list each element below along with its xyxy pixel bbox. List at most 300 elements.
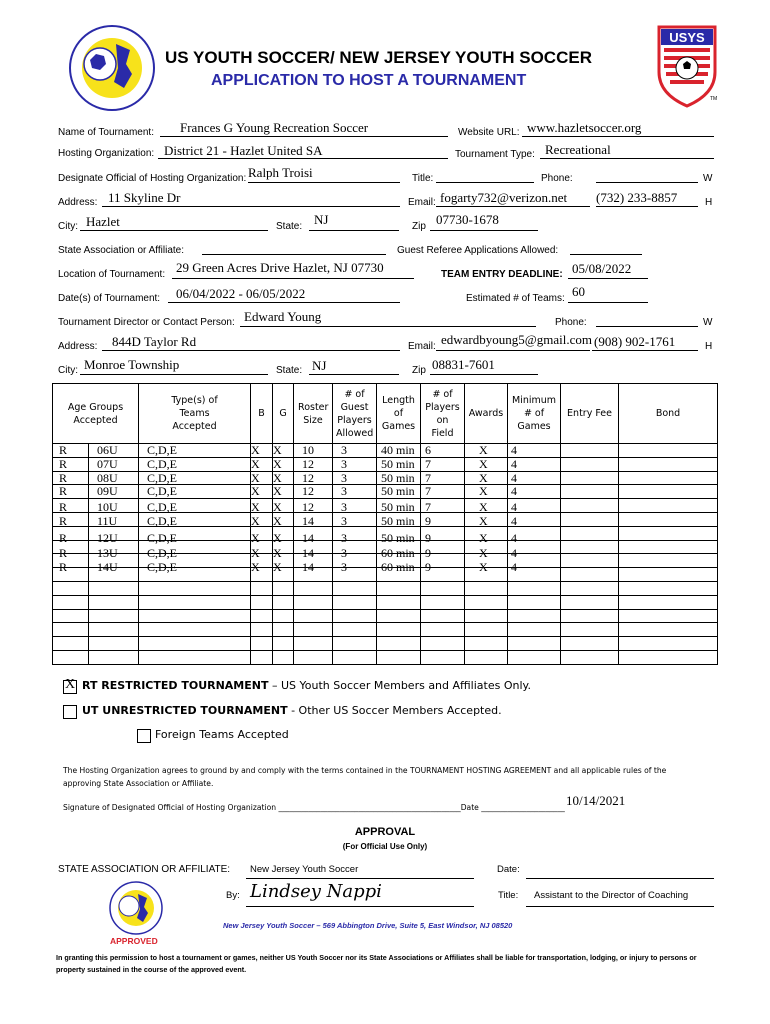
cell-min[interactable] xyxy=(508,595,561,609)
cell-r[interactable] xyxy=(53,595,89,609)
cell-bond[interactable] xyxy=(619,581,718,595)
cell-awards[interactable] xyxy=(465,609,508,623)
cell-text: X xyxy=(273,500,282,515)
cell-guest[interactable] xyxy=(333,595,377,609)
cell-types[interactable] xyxy=(139,595,251,609)
cell-types[interactable] xyxy=(139,526,251,545)
cell-bond[interactable] xyxy=(619,637,718,651)
cell-guest[interactable] xyxy=(333,581,377,595)
cell-fee[interactable] xyxy=(561,595,619,609)
cell-text: X xyxy=(273,484,282,499)
cell-text: 60 min xyxy=(381,545,415,560)
cell-b[interactable] xyxy=(251,512,273,526)
cell-awards[interactable] xyxy=(465,512,508,526)
field-director-email[interactable]: edwardbyoung5@gmail.com xyxy=(441,332,592,347)
signature-date[interactable]: 10/14/2021 xyxy=(566,793,626,808)
cell-text: 14U xyxy=(97,560,118,575)
cell-length[interactable] xyxy=(377,512,421,526)
cell-types[interactable] xyxy=(139,637,251,651)
cell-text: 4 xyxy=(511,513,518,528)
ut-title: UT UNRESTRICTED TOURNAMENT xyxy=(82,704,288,717)
cell-r[interactable] xyxy=(53,471,89,485)
cell-bond[interactable] xyxy=(619,554,718,568)
label-tournament-type: Tournament Type: xyxy=(455,149,535,160)
cell-fee[interactable] xyxy=(561,554,619,568)
cell-players[interactable] xyxy=(421,499,465,513)
cell-text: X xyxy=(479,560,488,575)
cell-bond[interactable] xyxy=(619,540,718,554)
cell-min[interactable] xyxy=(508,444,561,458)
cell-text: 50 min xyxy=(381,500,415,515)
cell-length[interactable] xyxy=(377,650,421,664)
cell-fee[interactable] xyxy=(561,609,619,623)
trademark: TM xyxy=(710,96,718,102)
field-official-city[interactable]: Hazlet xyxy=(86,214,120,229)
cell-bond[interactable] xyxy=(619,623,718,637)
cell-g[interactable] xyxy=(273,595,294,609)
cell-text: C,D,E xyxy=(147,500,178,515)
cell-roster[interactable] xyxy=(294,485,333,499)
cell-text: X xyxy=(273,443,282,457)
cell-players[interactable] xyxy=(421,444,465,458)
cell-age[interactable] xyxy=(89,471,139,485)
cell-r[interactable] xyxy=(53,499,89,513)
cell-text: 4 xyxy=(511,443,518,457)
cell-players[interactable] xyxy=(421,526,465,545)
field-official[interactable]: Ralph Troisi xyxy=(248,165,313,180)
cell-roster[interactable] xyxy=(294,499,333,513)
cell-b[interactable] xyxy=(251,499,273,513)
cell-g[interactable] xyxy=(273,526,294,545)
cell-r[interactable] xyxy=(53,581,89,595)
usys-logo xyxy=(656,24,718,108)
cell-age[interactable] xyxy=(89,526,139,545)
cell-text: X xyxy=(479,513,488,528)
cell-bond[interactable] xyxy=(619,609,718,623)
field-deadline[interactable]: 05/08/2022 xyxy=(572,261,632,276)
cell-text: R xyxy=(59,456,68,471)
cell-roster[interactable] xyxy=(294,637,333,651)
cell-age[interactable] xyxy=(89,499,139,513)
cell-players[interactable] xyxy=(421,595,465,609)
field-director-state[interactable]: NJ xyxy=(312,358,327,373)
cell-text: 50 min xyxy=(381,484,415,499)
field-official-state[interactable]: NJ xyxy=(314,212,329,227)
header-b: B xyxy=(251,384,273,444)
cell-r[interactable] xyxy=(53,526,89,545)
cell-length[interactable] xyxy=(377,595,421,609)
label-team-entry-deadline: TEAM ENTRY DEADLINE: xyxy=(441,269,563,280)
cell-bond[interactable] xyxy=(619,471,718,485)
cell-text: 4 xyxy=(511,456,518,471)
table-row xyxy=(53,499,718,513)
cell-min[interactable] xyxy=(508,471,561,485)
cell-r[interactable] xyxy=(53,512,89,526)
cell-players[interactable] xyxy=(421,609,465,623)
label-hosting-org: Hosting Organization: xyxy=(58,148,155,159)
cell-guest[interactable] xyxy=(333,444,377,458)
cell-roster[interactable] xyxy=(294,650,333,664)
rt-title: RT RESTRICTED TOURNAMENT xyxy=(82,679,269,692)
cell-awards[interactable] xyxy=(465,485,508,499)
cell-text: X xyxy=(251,500,260,515)
cell-text: C,D,E xyxy=(147,470,178,485)
cell-fee[interactable] xyxy=(561,471,619,485)
cell-guest[interactable] xyxy=(333,499,377,513)
cell-bond[interactable] xyxy=(619,444,718,458)
label-email-2: Email: xyxy=(408,341,436,352)
rt-check-mark: X xyxy=(65,677,76,692)
cell-players[interactable] xyxy=(421,637,465,651)
cell-bond[interactable] xyxy=(619,499,718,513)
cell-roster[interactable] xyxy=(294,512,333,526)
table-row xyxy=(53,457,718,471)
field-official-email[interactable]: fogarty732@verizon.net xyxy=(440,190,568,205)
cell-roster[interactable] xyxy=(294,623,333,637)
field-dates[interactable]: 06/04/2022 - 06/05/2022 xyxy=(176,286,306,301)
cell-fee[interactable] xyxy=(561,457,619,471)
cell-guest[interactable] xyxy=(333,623,377,637)
cell-text: 12 xyxy=(302,500,315,515)
cell-fee[interactable] xyxy=(561,637,619,651)
cell-text: R xyxy=(59,530,68,545)
cell-awards[interactable] xyxy=(465,637,508,651)
cell-length[interactable] xyxy=(377,623,421,637)
label-address-1: Address: xyxy=(58,197,98,208)
cell-min[interactable] xyxy=(508,485,561,499)
cell-min[interactable] xyxy=(508,499,561,513)
cell-bond[interactable] xyxy=(619,650,718,664)
cell-text: 7 xyxy=(425,484,432,499)
cell-fee[interactable] xyxy=(561,623,619,637)
cell-text: 10U xyxy=(97,500,118,515)
cell-text: X xyxy=(251,560,260,575)
cell-b[interactable] xyxy=(251,485,273,499)
cell-text: X xyxy=(479,443,488,457)
cell-min[interactable] xyxy=(508,609,561,623)
field-hosting-org[interactable]: District 21 - Hazlet United SA xyxy=(164,143,323,158)
cell-fee[interactable] xyxy=(561,526,619,540)
cell-roster[interactable] xyxy=(294,526,333,545)
cell-bond[interactable] xyxy=(619,526,718,540)
cell-guest[interactable] xyxy=(333,471,377,485)
field-tournament-type[interactable]: Recreational xyxy=(545,142,611,157)
cell-b[interactable] xyxy=(251,471,273,485)
cell-text: 9 xyxy=(425,545,432,560)
field-location[interactable]: 29 Green Acres Drive Hazlet, NJ 07730 xyxy=(176,260,384,275)
cell-types[interactable] xyxy=(139,444,251,458)
label-h-1: H xyxy=(705,197,713,208)
cell-age[interactable] xyxy=(89,444,139,458)
field-official-address[interactable]: 11 Skyline Dr xyxy=(108,190,181,205)
header-types: Type(s) of Teams Accepted xyxy=(139,384,251,444)
cell-guest[interactable] xyxy=(333,526,377,545)
table-row xyxy=(53,581,718,595)
cell-players[interactable] xyxy=(421,581,465,595)
cell-g[interactable] xyxy=(273,650,294,664)
ut-checkbox[interactable] xyxy=(63,705,77,719)
cell-text: 3 xyxy=(341,545,348,560)
label-title-1: Title: xyxy=(412,173,434,184)
cell-text: R xyxy=(59,513,68,528)
cell-text: R xyxy=(59,484,68,499)
cell-text: 3 xyxy=(341,530,348,545)
cell-length[interactable] xyxy=(377,581,421,595)
cell-players[interactable] xyxy=(421,471,465,485)
label-w-1: W xyxy=(703,173,713,184)
field-est-teams[interactable]: 60 xyxy=(572,284,585,299)
cell-age[interactable] xyxy=(89,512,139,526)
cell-length[interactable] xyxy=(377,637,421,651)
cell-min[interactable] xyxy=(508,650,561,664)
label-est-teams: Estimated # of Teams: xyxy=(466,293,565,304)
cell-guest[interactable] xyxy=(333,512,377,526)
cell-roster[interactable] xyxy=(294,595,333,609)
cell-text: C,D,E xyxy=(147,545,178,560)
cell-text: 50 min xyxy=(381,513,415,528)
field-director[interactable]: Edward Young xyxy=(244,309,322,324)
header-players: # of Players on Field xyxy=(421,384,465,444)
page-title: US YOUTH SOCCER/ NEW JERSEY YOUTH SOCCER xyxy=(165,48,592,67)
cell-awards[interactable] xyxy=(465,444,508,458)
cell-types[interactable] xyxy=(139,471,251,485)
cell-awards[interactable] xyxy=(465,623,508,637)
cell-g[interactable] xyxy=(273,609,294,623)
label-address-2: Address: xyxy=(58,341,98,352)
cell-age[interactable] xyxy=(89,595,139,609)
cell-g[interactable] xyxy=(273,637,294,651)
cell-length[interactable] xyxy=(377,609,421,623)
cell-guest[interactable] xyxy=(333,457,377,471)
cell-guest[interactable] xyxy=(333,637,377,651)
cell-min[interactable] xyxy=(508,581,561,595)
cell-fee[interactable] xyxy=(561,444,619,458)
label-h-2: H xyxy=(705,341,713,352)
usys-logo-text: USYS xyxy=(669,30,705,45)
cell-roster[interactable] xyxy=(294,457,333,471)
cell-r[interactable] xyxy=(53,609,89,623)
cell-age[interactable] xyxy=(89,457,139,471)
label-designate-official: Designate Official of Hosting Organization: xyxy=(58,173,247,184)
cell-min[interactable] xyxy=(508,457,561,471)
cell-length[interactable] xyxy=(377,444,421,458)
cell-min[interactable] xyxy=(508,623,561,637)
cell-text: X xyxy=(251,513,260,528)
approval-signature[interactable]: Lindsey Nappi xyxy=(250,881,382,902)
cell-players[interactable] xyxy=(421,623,465,637)
cell-g[interactable] xyxy=(273,444,294,458)
cell-awards[interactable] xyxy=(465,595,508,609)
cell-r[interactable] xyxy=(53,444,89,458)
cell-age[interactable] xyxy=(89,485,139,499)
table-row xyxy=(53,609,718,623)
cell-awards[interactable] xyxy=(465,650,508,664)
cell-age[interactable] xyxy=(89,637,139,651)
cell-fee[interactable] xyxy=(561,581,619,595)
cell-types[interactable] xyxy=(139,650,251,664)
cell-text: 3 xyxy=(341,500,348,515)
cell-awards[interactable] xyxy=(465,526,508,545)
header-min-games: Minimum # of Games xyxy=(508,384,561,444)
cell-text: 07U xyxy=(97,456,118,471)
cell-text: X xyxy=(251,484,260,499)
cell-length[interactable] xyxy=(377,485,421,499)
cell-b[interactable] xyxy=(251,650,273,664)
cell-fee[interactable] xyxy=(561,650,619,664)
cell-guest[interactable] xyxy=(333,609,377,623)
cell-g[interactable] xyxy=(273,499,294,513)
table-row xyxy=(53,485,718,499)
cell-guest[interactable] xyxy=(333,485,377,499)
cell-fee[interactable] xyxy=(561,512,619,526)
cell-awards[interactable] xyxy=(465,499,508,513)
cell-r[interactable] xyxy=(53,485,89,499)
cell-text: 12 xyxy=(302,484,315,499)
cell-text: X xyxy=(251,456,260,471)
cell-g[interactable] xyxy=(273,623,294,637)
label-email-1: Email: xyxy=(408,197,436,208)
cell-text: 6 xyxy=(425,443,432,457)
field-director-phone-h[interactable]: (908) 902-1761 xyxy=(594,334,676,349)
cell-players[interactable] xyxy=(421,457,465,471)
rt-option xyxy=(82,679,531,692)
approval-heading: APPROVAL xyxy=(354,826,416,838)
field-director-zip[interactable]: 08831-7601 xyxy=(432,357,495,372)
cell-fee[interactable] xyxy=(561,568,619,582)
label-city-1: City: xyxy=(58,221,78,232)
cell-text: 9 xyxy=(425,530,432,545)
cell-text: R xyxy=(59,560,68,575)
cell-r[interactable] xyxy=(53,457,89,471)
cell-min[interactable] xyxy=(508,526,561,545)
cell-fee[interactable] xyxy=(561,499,619,513)
cell-r[interactable] xyxy=(53,650,89,664)
approval-state-value[interactable]: New Jersey Youth Soccer xyxy=(250,864,359,875)
cell-g[interactable] xyxy=(273,471,294,485)
cell-b[interactable] xyxy=(251,595,273,609)
cell-players[interactable] xyxy=(421,485,465,499)
foreign-checkbox[interactable] xyxy=(137,729,151,743)
cell-text: R xyxy=(59,470,68,485)
cell-players[interactable] xyxy=(421,650,465,664)
field-tournament-name[interactable]: Frances G Young Recreation Soccer xyxy=(180,120,369,135)
cell-awards[interactable] xyxy=(465,457,508,471)
approval-title-value[interactable]: Assistant to the Director of Coaching xyxy=(534,890,689,901)
field-director-address[interactable]: 844D Taylor Rd xyxy=(112,334,197,349)
cell-awards[interactable] xyxy=(465,581,508,595)
cell-b[interactable] xyxy=(251,637,273,651)
cell-text: 3 xyxy=(341,513,348,528)
cell-b[interactable] xyxy=(251,581,273,595)
cell-b[interactable] xyxy=(251,623,273,637)
cell-text: X xyxy=(479,530,488,545)
label-state-1: State: xyxy=(276,221,303,232)
cell-length[interactable] xyxy=(377,499,421,513)
cell-fee[interactable] xyxy=(561,540,619,554)
cell-text: 7 xyxy=(425,470,432,485)
table-row xyxy=(53,595,718,609)
cell-roster[interactable] xyxy=(294,444,333,458)
cell-b[interactable] xyxy=(251,526,273,545)
label-state-assoc-affiliate: STATE ASSOCIATION OR AFFILIATE: xyxy=(58,864,231,875)
cell-b[interactable] xyxy=(251,457,273,471)
cell-types[interactable] xyxy=(139,581,251,595)
cell-age[interactable] xyxy=(89,581,139,595)
cell-types[interactable] xyxy=(139,485,251,499)
cell-text: C,D,E xyxy=(147,530,178,545)
cell-b[interactable] xyxy=(251,609,273,623)
cell-text: X xyxy=(251,470,260,485)
cell-guest[interactable] xyxy=(333,650,377,664)
cell-r[interactable] xyxy=(53,623,89,637)
cell-awards[interactable] xyxy=(465,471,508,485)
cell-r[interactable] xyxy=(53,637,89,651)
header-length: Length of Games xyxy=(377,384,421,444)
cell-text: 3 xyxy=(341,456,348,471)
cell-types[interactable] xyxy=(139,623,251,637)
field-official-phone-h[interactable]: (732) 233-8857 xyxy=(596,190,678,205)
cell-min[interactable] xyxy=(508,512,561,526)
cell-types[interactable] xyxy=(139,609,251,623)
cell-roster[interactable] xyxy=(294,581,333,595)
cell-types[interactable] xyxy=(139,512,251,526)
cell-g[interactable] xyxy=(273,581,294,595)
cell-age[interactable] xyxy=(89,609,139,623)
table-row xyxy=(53,526,718,540)
cell-text: 50 min xyxy=(381,530,415,545)
cell-g[interactable] xyxy=(273,457,294,471)
cell-bond[interactable] xyxy=(619,457,718,471)
cell-text: R xyxy=(59,500,68,515)
table-row xyxy=(53,637,718,651)
approved-text: APPROVED xyxy=(110,936,158,946)
table-row xyxy=(53,444,718,458)
field-website[interactable]: www.hazletsoccer.org xyxy=(527,120,642,135)
field-official-zip[interactable]: 07730-1678 xyxy=(436,212,499,227)
cell-bond[interactable] xyxy=(619,568,718,582)
cell-bond[interactable] xyxy=(619,485,718,499)
cell-bond[interactable] xyxy=(619,595,718,609)
cell-length[interactable] xyxy=(377,526,421,545)
cell-text: 50 min xyxy=(381,470,415,485)
cell-text: X xyxy=(479,500,488,515)
cell-fee[interactable] xyxy=(561,485,619,499)
njys-address: New Jersey Youth Soccer – 569 Abbington Drive, Suite 5, East Windsor, NJ 08520 xyxy=(223,921,513,930)
cell-roster[interactable] xyxy=(294,471,333,485)
field-director-city[interactable]: Monroe Township xyxy=(84,357,180,372)
cell-roster[interactable] xyxy=(294,609,333,623)
label-phone-w-1: Phone: xyxy=(541,173,573,184)
cell-players[interactable] xyxy=(421,512,465,526)
label-name-of-tournament: Name of Tournament: xyxy=(58,127,154,138)
cell-min[interactable] xyxy=(508,637,561,651)
cell-text: C,D,E xyxy=(147,484,178,499)
cell-age[interactable] xyxy=(89,650,139,664)
cell-length[interactable] xyxy=(377,457,421,471)
cell-text: 3 xyxy=(341,484,348,499)
cell-types[interactable] xyxy=(139,457,251,471)
cell-length[interactable] xyxy=(377,471,421,485)
cell-g[interactable] xyxy=(273,485,294,499)
cell-bond[interactable] xyxy=(619,512,718,526)
label-by: By: xyxy=(226,890,240,901)
label-state-2: State: xyxy=(276,365,303,376)
cell-types[interactable] xyxy=(139,499,251,513)
table-row xyxy=(53,623,718,637)
cell-g[interactable] xyxy=(273,512,294,526)
cell-age[interactable] xyxy=(89,623,139,637)
cell-b[interactable] xyxy=(251,444,273,458)
